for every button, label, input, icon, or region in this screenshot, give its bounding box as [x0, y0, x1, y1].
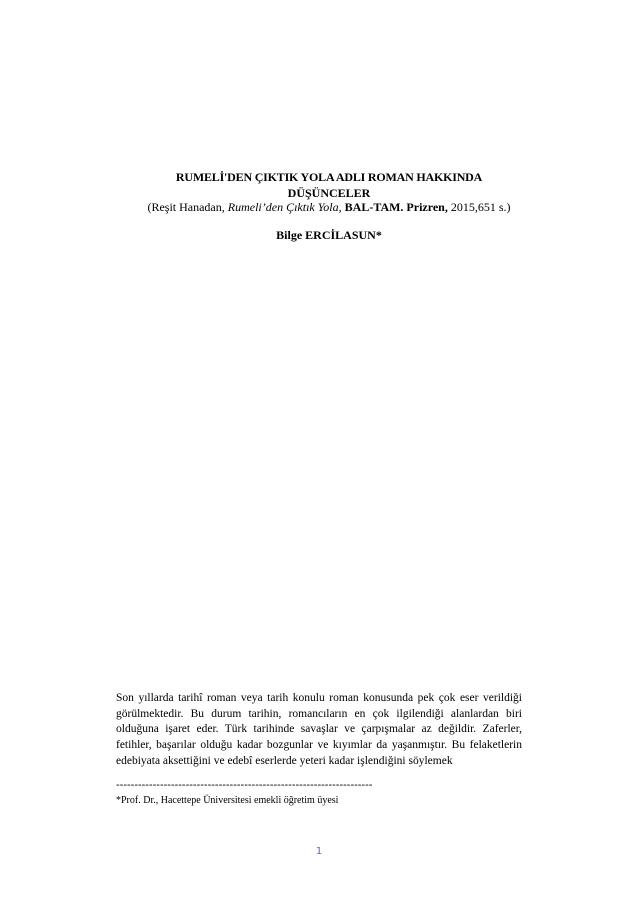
book-citation: [0, 200, 638, 215]
author-name: Bilge ERCİLASUN*: [276, 228, 382, 242]
citation-book-title: Rumeli’den Çıktık Yola: [227, 200, 339, 214]
article-title-line-1: RUMELİ'DEN ÇIKTIK YOLA ADLI ROMAN HAKKINDA: [175, 170, 483, 184]
page-number: 1: [315, 846, 323, 857]
footnote-text: *Prof. Dr., Hacettepe Üniversitesi emekli öğretim üyesi: [116, 795, 339, 806]
citation-publisher: BAL-TAM. Prizren,: [344, 200, 448, 214]
article-title-line-2: DÜŞÜNCELER: [287, 186, 371, 200]
footnote-rule: ----------------------------------------------------------------------: [116, 779, 373, 791]
citation-prefix: (Reşit Hanadan,: [147, 200, 228, 214]
body-paragraph: Son yıllarda tarihî roman veya tarih konulu roman konusunda pek çok eser verildiği görülmektedir. Bu durum tarihin, romancıların en çok ilgilendiği alanlardan biri olduğuna işaret eder. Türk tarihinde savaşlar ve çarpışmalar az değildir. Zaferler, fetihler, başarılar olduğu kadar bozgunlar ve kıyımlar da yaşanmıştır. Bu felaketlerin edebiyata aksettiğini ve edebî eserlerde yeteri kadar işlendiğini söylemek: [116, 692, 522, 767]
citation-suffix: 2015,651 s.): [447, 200, 511, 214]
citation-separator: ,: [338, 200, 345, 214]
